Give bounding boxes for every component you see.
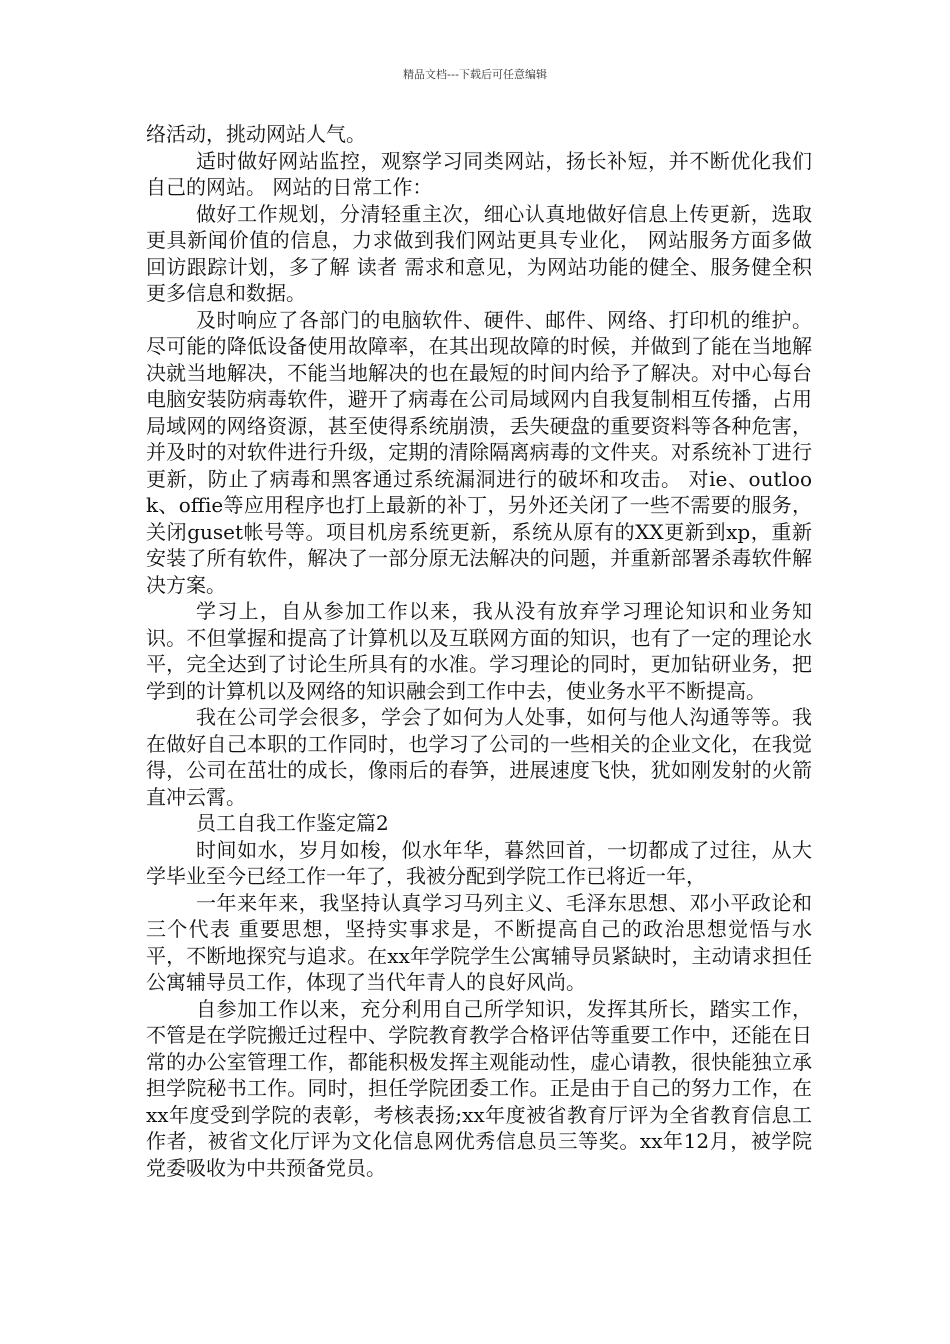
paragraph: 做好工作规划，分清轻重主次，细心认真地做好信息上传更新，选取更具新闻价值的信息，力求做到我们网站更具专业化， 网站服务方面多做回访跟踪计划，多了解 读者 需求和意见，为网站功能的健全、服务健全积更多信息和数据。 (146, 201, 812, 305)
paragraph: 时间如水，岁月如梭，似水年华，暮然回首，一切都成了过往，从大学毕业至今已经工作一年了，我被分配到学院工作已将近一年， (146, 837, 812, 888)
paragraph: 络活动，挑动网站人气。 (146, 122, 366, 146)
paragraph: 适时做好网站监控，观察学习同类网站，扬长补短，并不断优化我们自己的网站。 网站的日常工作： (146, 148, 812, 199)
document-body (146, 121, 812, 1181)
paragraph: 我在公司学会很多，学会了如何为人处事，如何与他人沟通等等。我在做好自己本职的工作同时，也学习了公司的一些相关的企业文化，在我觉得，公司在茁壮的成长，像雨后的春笋，进展速度飞快，犹如刚发射的火箭直冲云霄。 (146, 705, 812, 809)
paragraph: 及时响应了各部门的电脑软件、硬件、邮件、网络、打印机的维护。尽可能的降低设备使用故障率，在其出现故障的时候，并做到了能在当地解决就当地解决，不能当地解决的也在最短的时间内给予了解决。对中心每台电脑安装防病毒软件，避开了病毒在公司局域网内自我复制相互传播，占用局域网的网络资源，甚至使得系统崩溃，丢失硬盘的重要资料等各种危害，并及时的对软件进行升级，定期的清除隔离病毒的文件夹。对系统补丁进行更新，防止了病毒和黑客通过系统漏洞进行的破坏和攻击。 对ie、outlook、offie等应用程序也打上最新的补丁，另外还关闭了一些不需要的服务，关闭guset帐号等。项目机房系统更新，系统从原有的XX更新到xp，重新安装了所有软件，解决了一部分原无法解决的问题，并重新部署杀毒软件解决方案。 (146, 307, 812, 597)
section-title: 员工自我工作鉴定篇2 (196, 811, 389, 835)
paragraph: 一年来年来，我坚持认真学习马列主义、毛泽东思想、邓小平政论和 三个代表 重要思想，坚持实事求是，不断提高自己的政治思想觉悟与水平，不断地探究与追求。在xx年学院学生公寓辅导员紧缺时，主动请求担任公寓辅导员工作，体现了当代年青人的良好风尚。 (146, 890, 812, 994)
page-header: 精品文档---下载后可任意编辑 (403, 68, 547, 81)
paragraph: 学习上，自从参加工作以来，我从没有放弃学习理论知识和业务知识。不但掌握和提高了计算机以及互联网方面的知识，也有了一定的理论水平，完全达到了讨论生所具有的水准。学习理论的同时，更加钻研业务，把学到的计算机以及网络的知识融会到工作中去，使业务水平不断提高。 (146, 599, 812, 703)
paragraph: 自参加工作以来，充分利用自己所学知识，发挥其所长，踏实工作，不管是在学院搬迁过程中、学院教育教学合格评估等重要工作中，还能在日常的办公室管理工作，都能积极发挥主观能动性，虚心请教，很快能独立承担学院秘书工作。同时，担任学院团委工作。正是由于自己的努力工作，在xx年度受到学院的表彰，考核表扬;xx年度被省教育厅评为全省教育信息工作者，被省文化厅评为文化信息网优秀信息员三等奖。xx年12月，被学院党委吸收为中共预备党员。 (146, 996, 812, 1180)
